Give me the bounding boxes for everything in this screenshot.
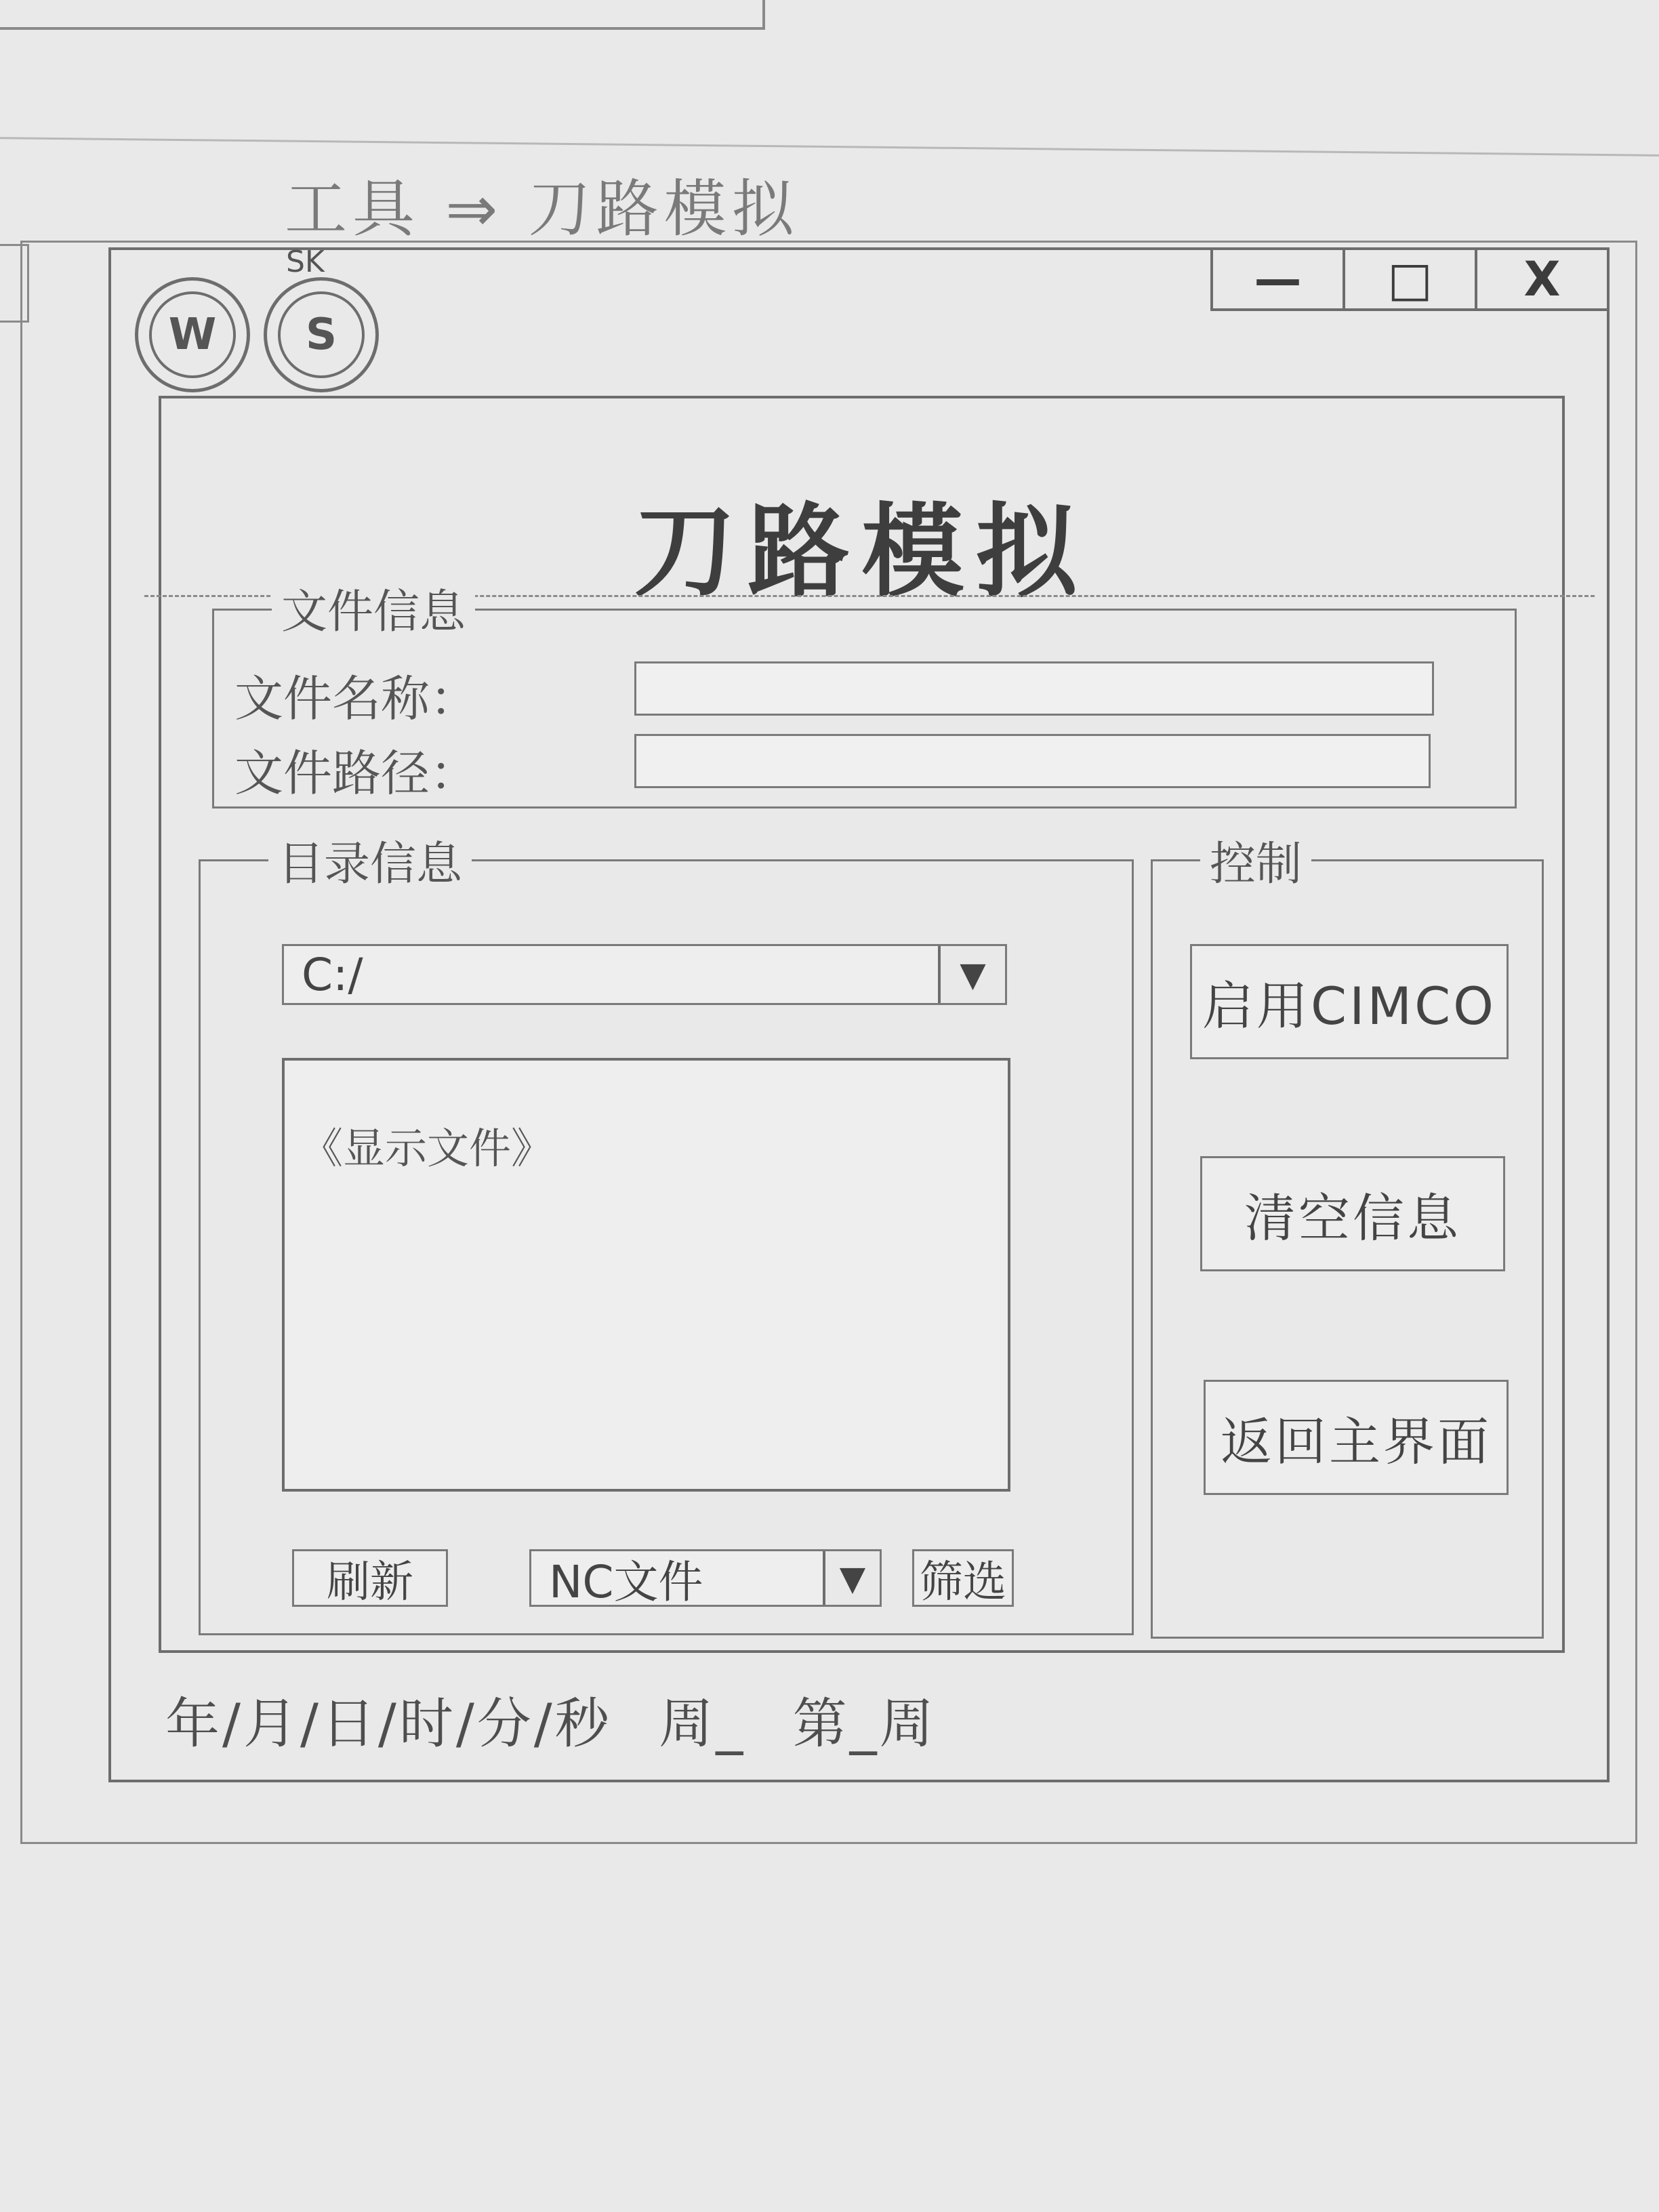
app-logo-w [135,277,250,392]
page-title: 刀路模拟 [634,493,1090,611]
file-list[interactable] [282,1058,1010,1492]
paper-ruling-line [0,137,1659,157]
drive-select[interactable] [282,944,1007,1005]
status-bar [165,1680,937,1758]
app-logo-sk [264,277,379,392]
app-window [108,247,1610,1782]
file-path-input[interactable] [634,734,1431,788]
status-weekday: 周_ [659,1692,746,1755]
logo-sk-caption: SK [286,245,325,279]
file-type-dropdown-icon[interactable]: ▼ [823,1551,880,1605]
window-controls [1210,250,1607,311]
paper-edge [0,0,765,30]
refresh-button[interactable]: 刷新 [292,1549,448,1607]
status-week-number: 第_周 [792,1692,937,1755]
enable-cimco-button[interactable]: 启用CIMCO [1190,944,1509,1059]
return-main-button[interactable]: 返回主界面 [1204,1380,1509,1495]
logo-s-icon: S [278,291,365,378]
file-list-placeholder: 《显示文件》 [301,1124,554,1173]
status-datetime: 年/月/日/时/分/秒 [165,1692,612,1755]
control-group-label: 控制 [1200,827,1311,893]
file-info-group [212,586,1517,808]
main-panel [159,396,1565,1653]
dropdown-arrow-icon[interactable]: ▼ [938,946,1005,1003]
drive-select-value: C:/ [284,946,938,1003]
breadcrumb: 工具 ⇒ 刀路模拟 [285,173,800,245]
file-name-label: 文件名称： [234,670,479,727]
directory-group-label: 目录信息 [268,827,472,893]
file-info-group-label: 文件信息 [272,575,475,641]
file-name-input[interactable] [634,661,1434,716]
logo-w-icon: W [149,291,236,378]
file-type-select-value: NC文件 [531,1551,823,1605]
clear-info-button[interactable]: 清空信息 [1200,1156,1505,1271]
directory-group [199,838,1134,1635]
filter-button[interactable]: 筛选 [912,1549,1014,1607]
minimize-button[interactable]: — [1210,250,1343,311]
close-button[interactable]: X [1475,250,1607,311]
maximize-button[interactable]: □ [1343,250,1475,311]
file-type-select[interactable] [529,1549,882,1607]
file-path-label: 文件路径： [234,745,479,802]
control-group [1151,838,1544,1639]
